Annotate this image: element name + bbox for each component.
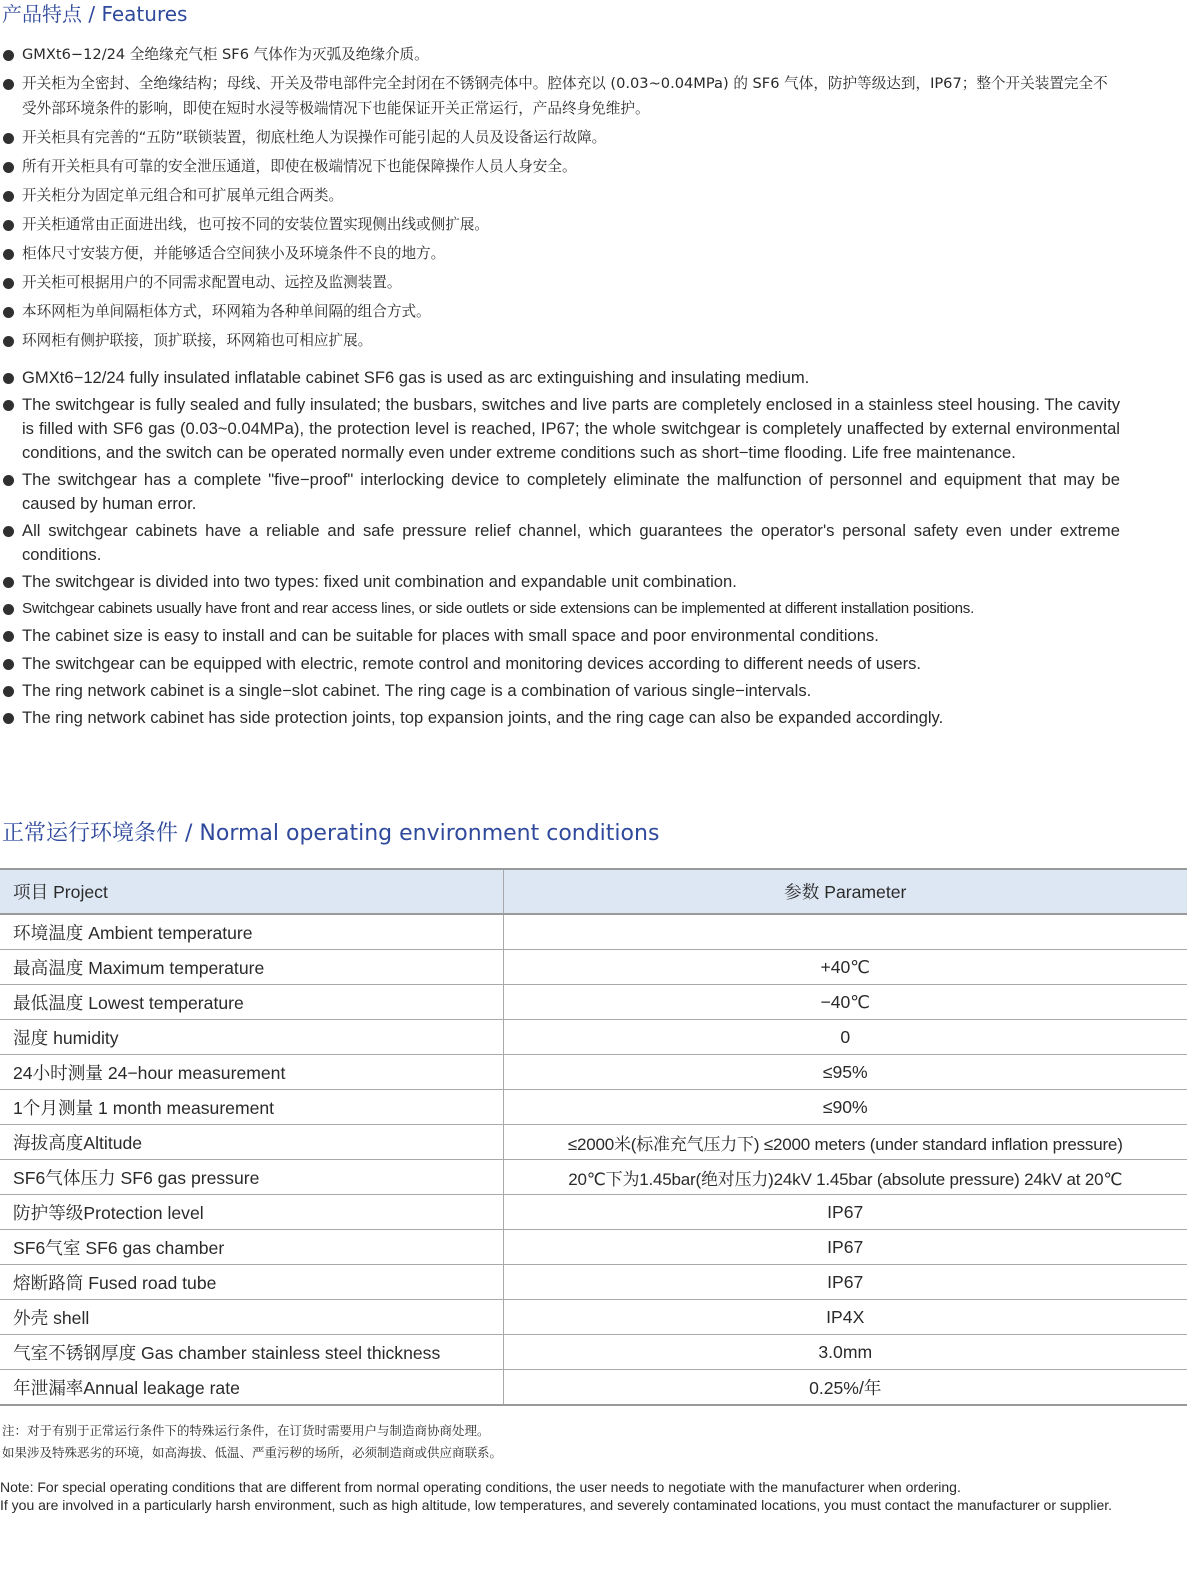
- table-row: [0, 1160, 1187, 1195]
- features-list-english: [0, 366, 1120, 733]
- feature-en-item: GMXt6−12/24 fully insulated inflatable cabinet SF6 gas is used as arc extinguishing and insulating medium.: [0, 366, 1120, 390]
- table-row: [0, 985, 1187, 1020]
- feature-en-item: All switchgear cabinets have a reliable and safe pressure relief channel, which guarantees the operator's personal safety even under extreme conditions.: [0, 519, 1120, 567]
- table-row: [0, 1370, 1187, 1406]
- project-cell: 最低温度 Lowest temperature: [0, 985, 503, 1020]
- table-row: [0, 950, 1187, 985]
- feature-cn-item: 柜体尺寸安装方便，并能够适合空间狭小及环境条件不良的地方。: [0, 242, 1120, 267]
- parameter-cell: ≤90%: [503, 1090, 1187, 1125]
- project-cell: 气室不锈钢厚度 Gas chamber stainless steel thickness: [0, 1335, 503, 1370]
- parameter-cell: 3.0mm: [503, 1335, 1187, 1370]
- environment-section-title: 正常运行环境条件 / Normal operating environment conditions: [2, 821, 660, 846]
- project-cell: 年泄漏率Annual leakage rate: [0, 1370, 503, 1406]
- feature-en-item: The switchgear can be equipped with electric, remote control and monitoring devices according to different needs of users.: [0, 652, 1120, 676]
- project-cell: 海拔高度Altitude: [0, 1125, 503, 1160]
- parameter-cell: −40℃: [503, 985, 1187, 1020]
- feature-cn-item: 开关柜可根据用户的不同需求配置电动、远控及监测装置。: [0, 271, 1120, 296]
- project-cell: 最高温度 Maximum temperature: [0, 950, 503, 985]
- feature-en-item: The switchgear has a complete "five−proof" interlocking device to completely eliminate the malfunction of personnel and equipment that may be caused by human error.: [0, 468, 1120, 516]
- project-cell: 环境温度 Ambient temperature: [0, 914, 503, 950]
- feature-cn-item: GMXt6−12/24 全绝缘充气柜 SF6 气体作为灭弧及绝缘介质。: [0, 43, 1120, 68]
- table-row: [0, 1265, 1187, 1300]
- table-row: [0, 914, 1187, 950]
- feature-cn-item: 本环网柜为单间隔柜体方式，环网箱为各种单间隔的组合方式。: [0, 300, 1120, 325]
- parameter-cell: ≤95%: [503, 1055, 1187, 1090]
- feature-en-item: Switchgear cabinets usually have front and rear access lines, or side outlets or side extensions can be implemented at different installation positions.: [0, 597, 1120, 621]
- features-list-chinese: [0, 43, 1120, 358]
- feature-en-item: The ring network cabinet has side protection joints, top expansion joints, and the ring cage can also be expanded accordingly.: [0, 706, 1120, 730]
- column-header-project: 项目 Project: [0, 869, 503, 914]
- feature-cn-item: 开关柜通常由正面进出线，也可按不同的安装位置实现侧出线或侧扩展。: [0, 213, 1120, 238]
- feature-en-item: The cabinet size is easy to install and can be suitable for places with small space and poor environmental conditions.: [0, 624, 1120, 648]
- feature-en-item: The switchgear is divided into two types: fixed unit combination and expandable unit combination.: [0, 570, 1120, 594]
- parameter-cell: ≤2000米(标准充气压力下) ≤2000 meters (under standard inflation pressure): [503, 1125, 1187, 1160]
- table-row: [0, 1020, 1187, 1055]
- parameter-cell: 20℃下为1.45bar(绝对压力)24kV 1.45bar (absolute pressure) 24kV at 20℃: [503, 1160, 1187, 1195]
- parameter-cell: IP67: [503, 1230, 1187, 1265]
- feature-cn-item: 开关柜为全密封、全绝缘结构；母线、开关及带电部件完全封闭在不锈钢壳体中。腔体充以 (0.03~0.04MPa) 的 SF6 气体，防护等级达到，IP67；整个开关装置完全不受外部环境条件的影响，即使在短时水浸等极端情况下也能保证开关正常运行，产品终身免维护。: [0, 72, 1120, 121]
- table-row: [0, 1335, 1187, 1370]
- table-row: [0, 1230, 1187, 1265]
- project-cell: 1个月测量 1 month measurement: [0, 1090, 503, 1125]
- note-chinese-line: 如果涉及特殊恶劣的环境，如高海拔、低温、严重污秽的场所，必须制造商或供应商联系。: [2, 1445, 503, 1460]
- table-row: [0, 1195, 1187, 1230]
- feature-en-item: The switchgear is fully sealed and fully insulated; the busbars, switches and live parts are completely enclosed in a stainless steel housing. The cavity is filled with SF6 gas (0.03~0.04MPa), the protection level is reached, IP67; the whole switchgear is completely unaffected by external environmental conditions, and the switch can be operated normally even under extreme conditions such as short−time flooding. Life free maintenance.: [0, 393, 1120, 465]
- table-row: [0, 1125, 1187, 1160]
- note-chinese-line: 注：对于有别于正常运行条件下的特殊运行条件，在订货时需要用户与制造商协商处理。: [2, 1423, 490, 1438]
- project-cell: SF6气体压力 SF6 gas pressure: [0, 1160, 503, 1195]
- parameter-cell: [503, 914, 1187, 950]
- parameter-cell: IP67: [503, 1265, 1187, 1300]
- table-header-row: [0, 869, 1187, 914]
- feature-cn-item: 开关柜分为固定单元组合和可扩展单元组合两类。: [0, 184, 1120, 209]
- parameter-cell: 0.25%/年: [503, 1370, 1187, 1406]
- project-cell: 24小时测量 24−hour measurement: [0, 1055, 503, 1090]
- feature-cn-item: 所有开关柜具有可靠的安全泄压通道，即使在极端情况下也能保障操作人员人身安全。: [0, 155, 1120, 180]
- note-english-line: If you are involved in a particularly harsh environment, such as high altitude, low temperatures, and severely contaminated locations, you must contact the manufacturer or supplier.: [0, 1497, 1113, 1513]
- note-english: [0, 1478, 1190, 1514]
- table-row: [0, 1300, 1187, 1335]
- features-section-title: 产品特点 / Features: [2, 2, 188, 26]
- project-cell: 外壳 shell: [0, 1300, 503, 1335]
- project-cell: SF6气室 SF6 gas chamber: [0, 1230, 503, 1265]
- feature-en-item: The ring network cabinet is a single−slot cabinet. The ring cage is a combination of various single−intervals.: [0, 679, 1120, 703]
- table-row: [0, 1055, 1187, 1090]
- note-english-line: Note: For special operating conditions that are different from normal operating conditions, the user needs to negotiate with the manufacturer when ordering.: [0, 1479, 961, 1495]
- feature-cn-item: 开关柜具有完善的“五防”联锁装置，彻底杜绝人为误操作可能引起的人员及设备运行故障。: [0, 126, 1120, 151]
- parameter-cell: 0: [503, 1020, 1187, 1055]
- feature-cn-item: 环网柜有侧护联接，顶扩联接，环网箱也可相应扩展。: [0, 329, 1120, 354]
- project-cell: 防护等级Protection level: [0, 1195, 503, 1230]
- parameter-cell: IP4X: [503, 1300, 1187, 1335]
- parameter-cell: +40℃: [503, 950, 1187, 985]
- column-header-parameter: 参数 Parameter: [503, 869, 1187, 914]
- table-row: [0, 1090, 1187, 1125]
- environment-conditions-table: [0, 868, 1187, 1406]
- project-cell: 湿度 humidity: [0, 1020, 503, 1055]
- parameter-cell: IP67: [503, 1195, 1187, 1230]
- project-cell: 熔断路筒 Fused road tube: [0, 1265, 503, 1300]
